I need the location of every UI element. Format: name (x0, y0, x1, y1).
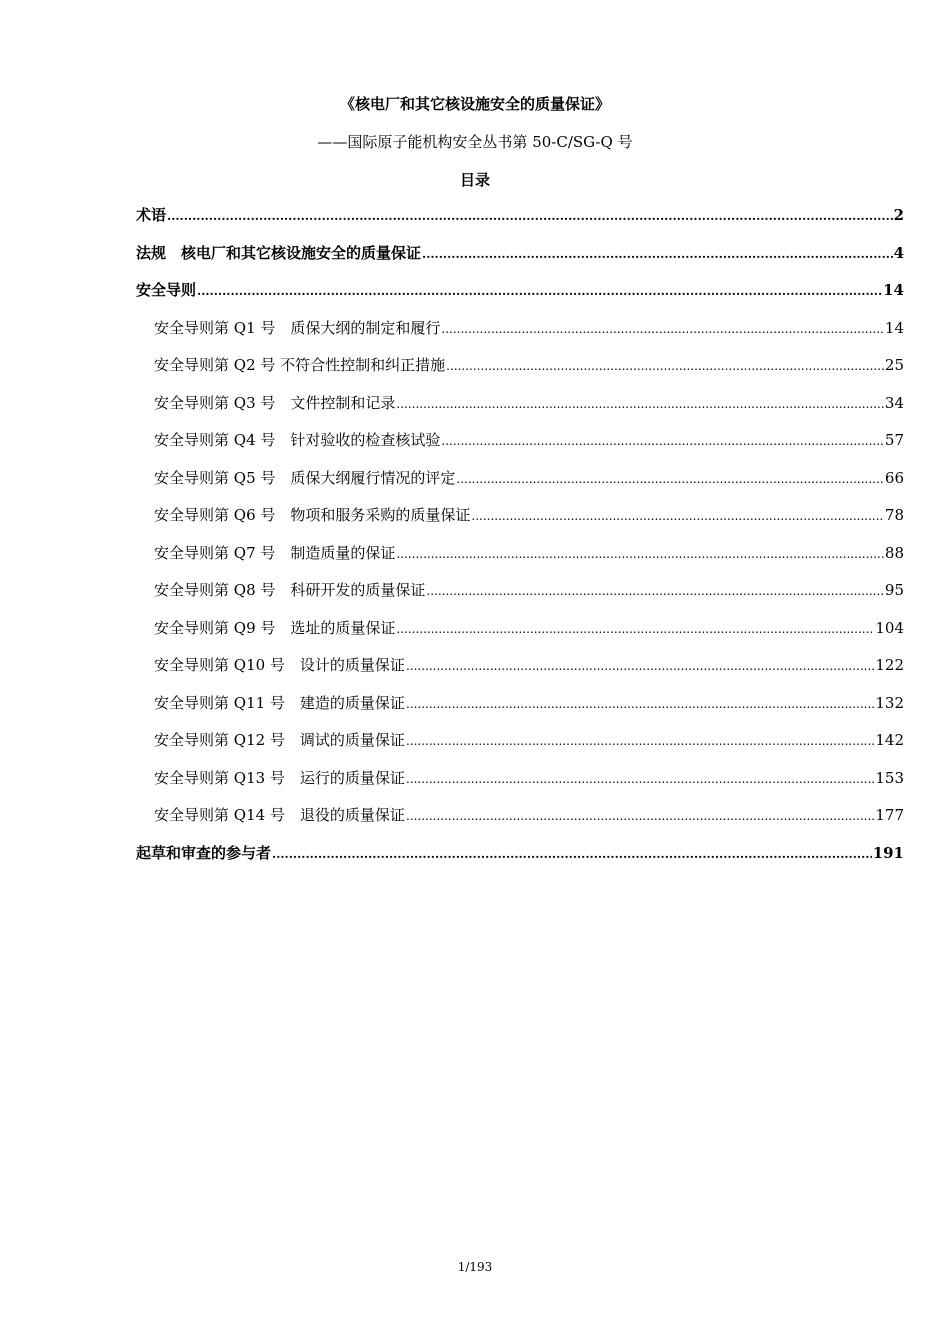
toc-entry[interactable] (136, 391, 904, 429)
toc-entry-label: 安全导则第 Q3 号 文件控制和记录 (154, 393, 396, 412)
toc-entry-label: 术语 (136, 206, 167, 224)
toc-heading: 目录 (459, 171, 490, 189)
toc-entry-page-number: 153 (875, 768, 904, 787)
toc-entry[interactable] (136, 578, 904, 616)
toc-leader-dots (406, 653, 874, 679)
toc-leader-dots (167, 203, 893, 229)
toc-entry-label: 安全导则第 Q6 号 物项和服务采购的质量保证 (154, 506, 471, 524)
toc-entry-page-number: 2 (893, 206, 904, 224)
toc-leader-dots (406, 728, 874, 754)
toc-leader-dots (422, 241, 893, 267)
toc-entry-label: 安全导则第 Q4 号 针对验收的检查核试验 (154, 431, 441, 449)
toc-entry-label: 安全导则第 Q8 号 科研开发的质量保证 (154, 581, 426, 599)
toc-leader-dots (441, 316, 884, 342)
toc-leader-dots (446, 353, 884, 379)
toc-entry[interactable] (136, 241, 904, 279)
toc-leader-dots (471, 503, 884, 529)
toc-entry-label: 安全导则第 Q5 号 质保大纲履行情况的评定 (154, 468, 456, 487)
document-subtitle: ——国际原子能机构安全丛书第 50-C/SG-Q 号 (317, 133, 633, 151)
toc-entry[interactable] (136, 653, 904, 691)
toc-entry-label: 安全导则第 Q9 号 选址的质量保证 (154, 618, 396, 637)
toc-leader-dots (406, 803, 874, 829)
toc-entry-page-number: 191 (872, 843, 904, 862)
toc-entry-page-number: 14 (883, 281, 904, 299)
toc-entry-page-number: 177 (875, 806, 904, 824)
toc-entry[interactable] (136, 616, 904, 654)
toc-entry[interactable] (136, 728, 904, 766)
toc-entry-page-number: 142 (875, 731, 904, 749)
toc-entry-label: 安全导则第 Q7 号 制造质量的保证 (154, 543, 396, 562)
toc-entry[interactable] (136, 278, 904, 316)
toc-entry-label: 安全导则第 Q14 号 退役的质量保证 (154, 806, 405, 824)
toc-leader-dots (396, 541, 884, 567)
toc-entry[interactable] (136, 353, 904, 391)
table-of-contents (136, 203, 904, 878)
toc-entry[interactable] (136, 466, 904, 504)
toc-entry[interactable] (136, 428, 904, 466)
page-number-footer: 1/193 (457, 1260, 493, 1274)
toc-entry-page-number: 132 (875, 693, 904, 712)
toc-leader-dots (426, 578, 884, 604)
toc-entry-page-number: 25 (884, 356, 904, 374)
toc-entry-label: 安全导则第 Q10 号 设计的质量保证 (154, 656, 405, 674)
toc-entry-label: 起草和审查的参与者 (136, 843, 272, 862)
toc-entry[interactable] (136, 541, 904, 579)
toc-entry-page-number: 4 (893, 243, 904, 262)
toc-entry-label: 法规 核电厂和其它核设施安全的质量保证 (136, 243, 422, 262)
toc-entry[interactable] (136, 841, 904, 879)
document-title: 《核电厂和其它核设施安全的质量保证》 (339, 95, 610, 113)
toc-entry-label: 安全导则 (136, 281, 197, 299)
toc-entry-page-number: 78 (884, 506, 904, 524)
toc-entry[interactable] (136, 766, 904, 804)
toc-entry[interactable] (136, 316, 904, 354)
toc-leader-dots (396, 391, 884, 417)
toc-leader-dots (406, 691, 874, 717)
toc-leader-dots (456, 466, 884, 492)
toc-entry-label: 安全导则第 Q11 号 建造的质量保证 (154, 693, 405, 712)
toc-entry[interactable] (136, 691, 904, 729)
toc-entry-label: 安全导则第 Q13 号 运行的质量保证 (154, 768, 405, 787)
toc-entry-page-number: 57 (884, 431, 904, 449)
toc-leader-dots (396, 616, 874, 642)
toc-entry[interactable] (136, 803, 904, 841)
toc-entry-page-number: 95 (884, 581, 904, 599)
toc-entry-page-number: 104 (875, 618, 904, 637)
toc-entry-label: 安全导则第 Q2 号 不符合性控制和纠正措施 (154, 356, 446, 374)
toc-entry-page-number: 66 (884, 468, 904, 487)
toc-entry-page-number: 34 (884, 393, 904, 412)
toc-leader-dots (272, 841, 872, 867)
toc-entry-label: 安全导则第 Q12 号 调试的质量保证 (154, 731, 405, 749)
toc-leader-dots (197, 278, 882, 304)
toc-entry-page-number: 88 (884, 543, 904, 562)
toc-entry-page-number: 122 (875, 656, 904, 674)
toc-entry-page-number: 14 (884, 318, 904, 337)
toc-entry-label: 安全导则第 Q1 号 质保大纲的制定和履行 (154, 318, 441, 337)
toc-leader-dots (406, 766, 874, 792)
toc-entry[interactable] (136, 503, 904, 541)
toc-entry[interactable] (136, 203, 904, 241)
toc-leader-dots (441, 428, 884, 454)
